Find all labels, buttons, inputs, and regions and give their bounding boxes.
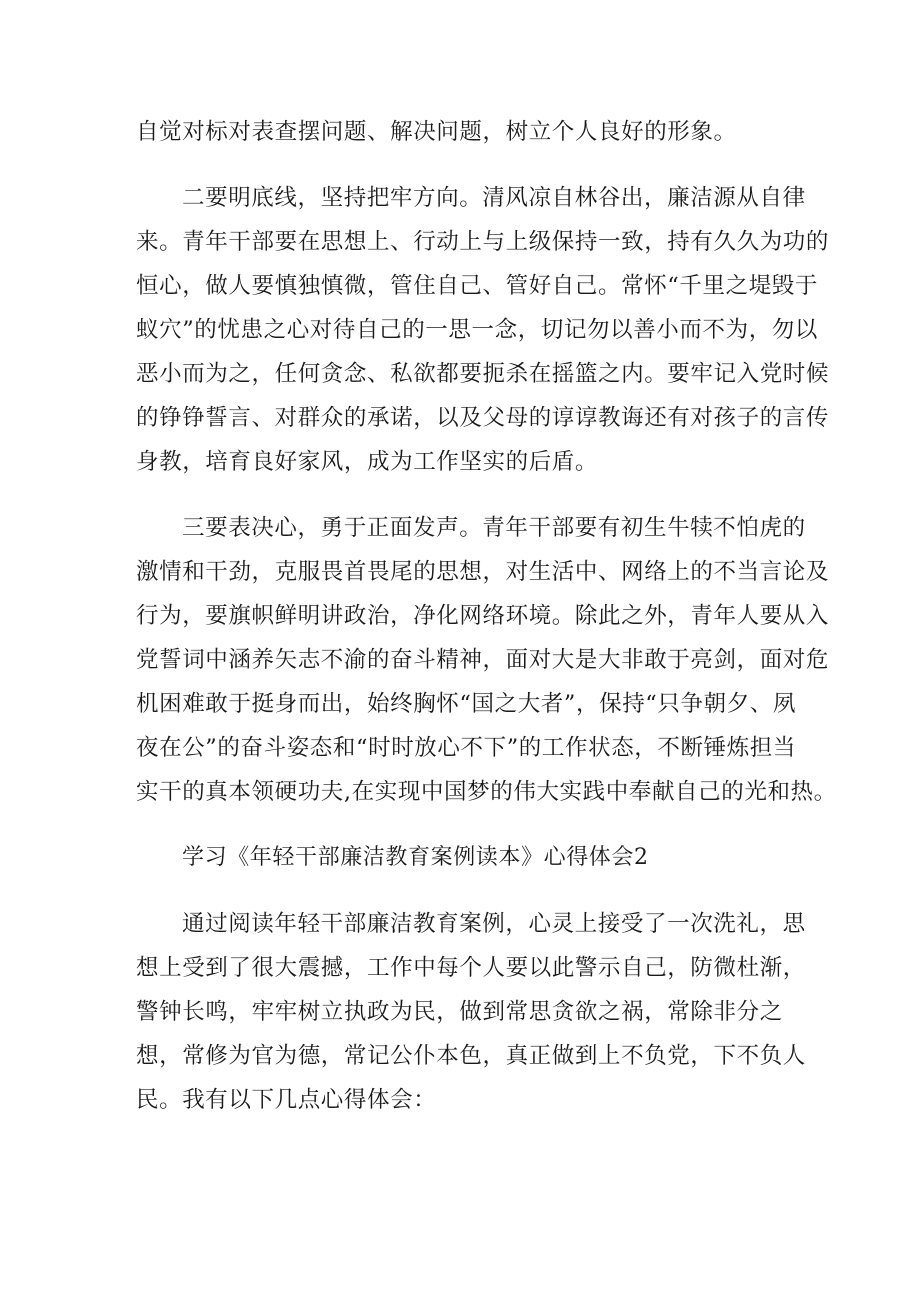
paragraph-line: 来。青年干部要在思想上、行动上与上级保持一致，持有久久为功的 bbox=[136, 229, 830, 255]
paragraph-line: 实干的真本领硬功夫,在实现中国梦的伟大实践中奉献自己的光和热。 bbox=[136, 779, 837, 805]
paragraph-line: 的铮铮誓言、对群众的承诺，以及父母的谆谆教诲还有对孩子的言传 bbox=[136, 405, 830, 431]
paragraph-line: 恒心，做人要慎独慎微，管住自己、管好自己。常怀“千里之堤毁于 bbox=[136, 273, 819, 299]
paragraph-line: 身教，培育良好家风，成为工作坚实的后盾。 bbox=[136, 449, 599, 475]
paragraph-line: 警钟长鸣，牢牢树立执政为民，做到常思贪欲之祸，常除非分之 bbox=[136, 999, 783, 1025]
paragraph-line: 恶小而为之，任何贪念、私欲都要扼杀在摇篮之内。要牢记入党时候 bbox=[136, 361, 830, 387]
paragraph-line: 通过阅读年轻干部廉洁教育案例，心灵上接受了一次洗礼，思 bbox=[182, 911, 806, 937]
paragraph-line: 想上受到了很大震撼，工作中每个人要以此警示自己，防微杜渐， bbox=[136, 955, 806, 981]
paragraph-line: 民。我有以下几点心得体会： bbox=[136, 1087, 437, 1113]
paragraph-line: 党誓词中涵养矢志不渝的奋斗精神，面对大是大非敢于亮剑，面对危 bbox=[136, 647, 830, 673]
paragraph-line: 行为，要旗帜鲜明讲政治，净化网络环境。除此之外，青年人要从入 bbox=[136, 603, 830, 629]
paragraph-line: 激情和干劲，克服畏首畏尾的思想，对生活中、网络上的不当言论及 bbox=[136, 559, 830, 585]
paragraph-line: 三要表决心，勇于正面发声。青年干部要有初生牛犊不怕虎的 bbox=[182, 515, 806, 541]
paragraph-line: 蚁穴”的忧患之心对待自己的一思一念，切记勿以善小而不为，勿以 bbox=[136, 317, 819, 343]
paragraph-line: 二要明底线，坚持把牢方向。清风凉自林谷出，廉洁源从自律 bbox=[182, 185, 806, 211]
paragraph-line: 机困难敢于挺身而出，始终胸怀“国之大者”，保持“只争朝夕、夙 bbox=[136, 691, 797, 717]
paragraph-line: 夜在公”的奋斗姿态和“时时放心不下”的工作状态，不断锤炼担当 bbox=[136, 735, 797, 761]
paragraph-line: 自觉对标对表查摆问题、解决问题，树立个人良好的形象。 bbox=[136, 119, 737, 145]
paragraph-line: 想，常修为官为德，常记公仆本色，真正做到上不负党，下不负人 bbox=[136, 1043, 806, 1069]
section-title: 学习《年轻干部廉洁教育案例读本》心得体会2 bbox=[182, 845, 649, 870]
